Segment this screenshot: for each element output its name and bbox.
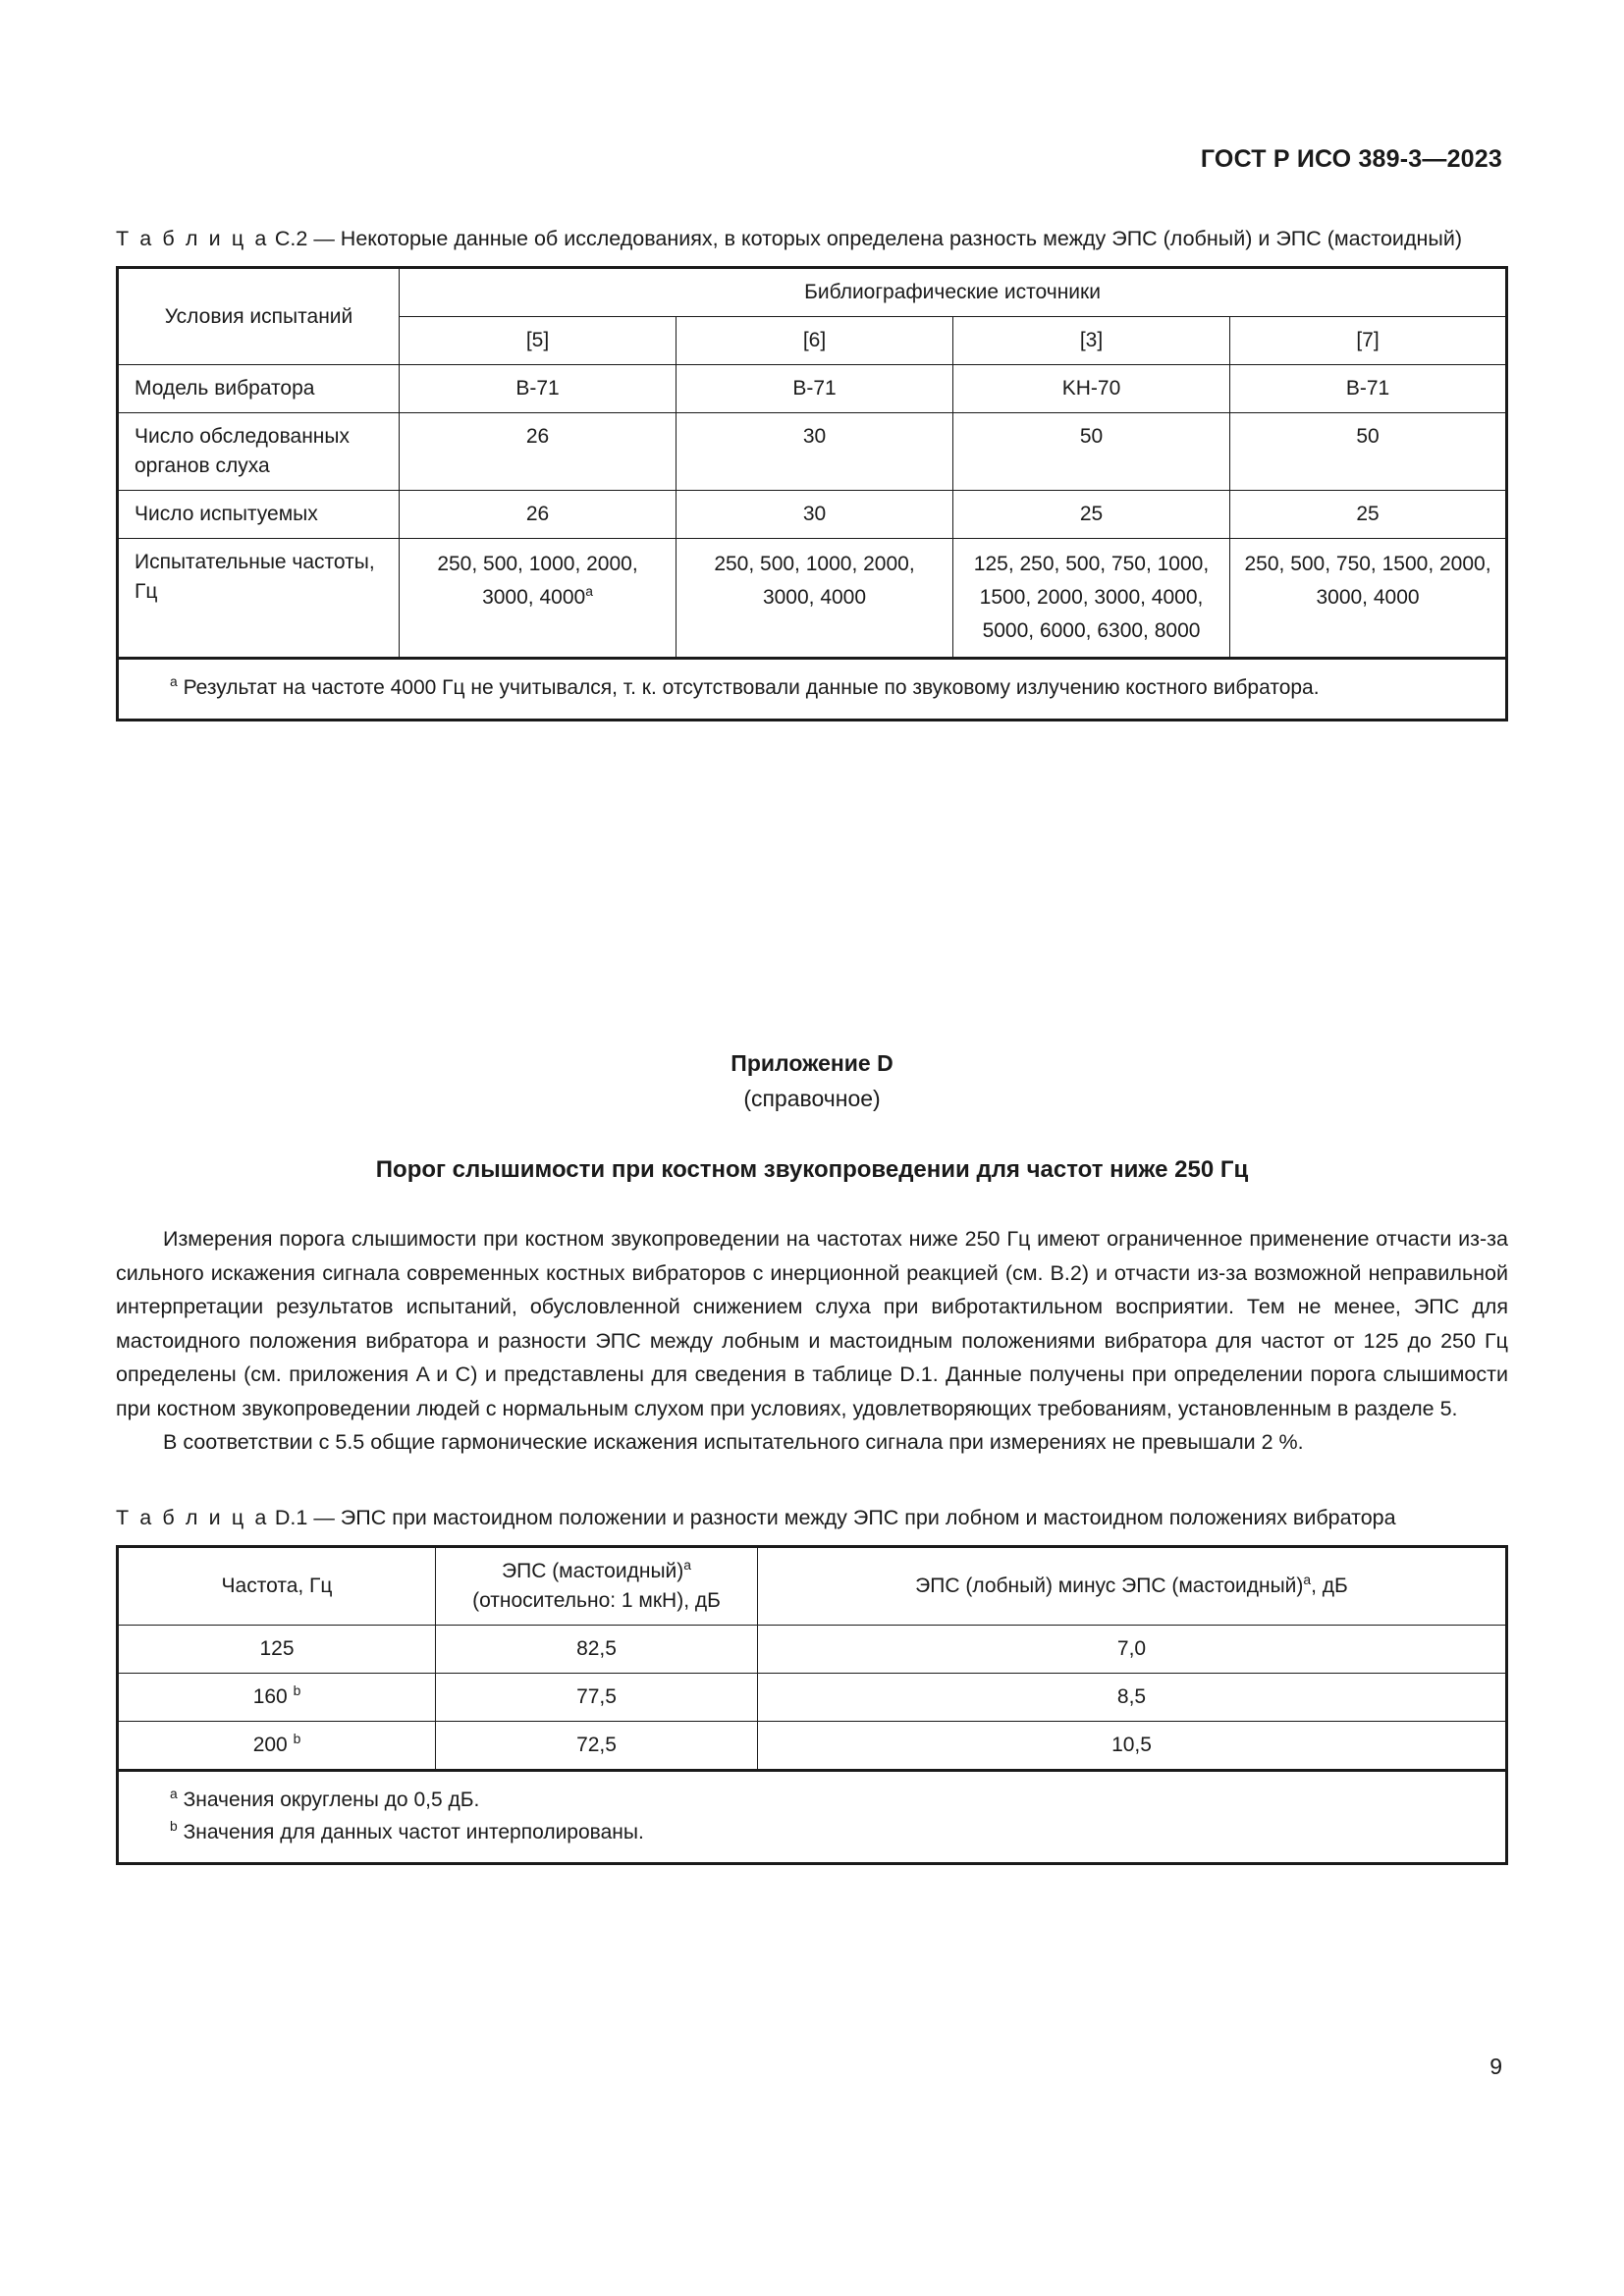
table-d1-row2-frequency [118,1721,436,1770]
table-row [118,491,1507,539]
table-d1-footnote-b [136,1816,1488,1848]
table-c2-row1-val3: 50 [1230,413,1507,491]
table-d1-footnotes [118,1770,1507,1863]
table-d1-row2-difference: 10,5 [758,1721,1507,1770]
table-c2-row3-val0 [400,539,677,659]
table-d1-row1-frequency [118,1673,436,1721]
table-c2-footnote-marker: a [170,673,178,689]
table-row [118,1673,1507,1721]
table-d1-row1-frequency-marker: b [293,1682,301,1698]
table-c2-caption [116,224,1508,254]
table-d1-row0-mastoid: 82,5 [436,1625,758,1673]
table-d1-footnote-b-text: Значения для данных частот интерполированы. [183,1820,644,1843]
table-d1-footnote-b-marker: b [170,1817,178,1834]
table-d1-row2-frequency-text: 200 [252,1733,288,1756]
table-row [118,365,1507,413]
table-c2-row1-val1: 30 [677,413,953,491]
table-c2-header-sources: Библиографические источники [400,268,1507,317]
table-c2-footnote-row [118,659,1507,721]
page-header-standard-title: ГОСТ Р ИСО 389-3—2023 [1200,145,1502,173]
page-content [116,224,1508,1865]
table-d1-header-mastoid-line2: (относительно: 1 мкН), дБ [472,1588,721,1612]
table-d1-footnote-a-text: Значения округлены до 0,5 дБ. [183,1788,480,1811]
table-c2-row3-val2: 125, 250, 500, 750, 1000, 1500, 2000, 3000, 4000, 5000, 6000, 6300, 8000 [953,539,1230,659]
table-c2-row3-val0-text: 250, 500, 1000, 2000, 3000, 4000 [437,553,638,609]
table-d1-footnote-a-marker: a [170,1785,178,1801]
appendix-d-subtitle: (справочное) [743,1086,881,1111]
table-d1-caption-text: ЭПС при мастоидном положении и разности между ЭПС при лобном и мастоидном положениях вибратора [340,1505,1396,1529]
table-c2-row1-label: Число обследованных органов слуха [118,413,400,491]
table-c2-ref-3: [7] [1230,317,1507,365]
table-c2-row3-val3: 250, 500, 750, 1500, 2000, 3000, 4000 [1230,539,1507,659]
table-row [118,413,1507,491]
table-d1-header-mastoid-line1: ЭПС (мастоидный) [502,1559,684,1582]
appendix-d-body [116,1222,1508,1460]
table-c2-caption-label: Т а б л и ц а [116,227,269,250]
table-d1-header-difference-marker: a [1303,1571,1312,1587]
table-c2-row0-val3: B-71 [1230,365,1507,413]
table-c2-row2-val1: 30 [677,491,953,539]
table-d1-row1-mastoid: 77,5 [436,1673,758,1721]
table-c2-row0-val1: B-71 [677,365,953,413]
table-d1-header-row [118,1546,1507,1625]
table-c2-row3-val1: 250, 500, 1000, 2000, 3000, 4000 [677,539,953,659]
table-c2-row0-val2: KH-70 [953,365,1230,413]
table-d1-header-difference [758,1546,1507,1625]
table-d1-caption-dash: — [313,1505,335,1529]
table-c2-ref-0: [5] [400,317,677,365]
table-d1-row1-difference: 8,5 [758,1673,1507,1721]
table-c2 [116,266,1508,721]
table-row [118,1721,1507,1770]
table-row [118,539,1507,659]
table-d1-header-mastoid-marker: a [683,1556,691,1573]
table-c2-footnote [118,659,1507,721]
table-c2-row0-label: Модель вибратора [118,365,400,413]
table-c2-row3-label: Испытательные частоты, Гц [118,539,400,659]
table-c2-row1-val2: 50 [953,413,1230,491]
table-c2-ref-1: [6] [677,317,953,365]
table-d1-row2-frequency-marker: b [293,1730,301,1746]
appendix-d-section-heading: Порог слышимости при костном звукопроведении для частот ниже 250 Гц [375,1156,1249,1183]
table-c2-ref-2: [3] [953,317,1230,365]
table-d1-caption [116,1503,1508,1533]
table-c2-row2-val3: 25 [1230,491,1507,539]
table-d1-row0-frequency [118,1625,436,1673]
table-c2-row1-val0: 26 [400,413,677,491]
appendix-d-paragraph-2: В соответствии с 5.5 общие гармонические искажения испытательного сигнала при измерениях не превышали 2 %. [163,1430,1304,1454]
table-c2-row2-val0: 26 [400,491,677,539]
appendix-d-title: Приложение D [731,1050,893,1076]
table-d1-footnote-a [136,1784,1488,1816]
table-d1-row0-frequency-text: 125 [259,1636,295,1660]
table-c2-header-conditions: Условия испытаний [118,268,400,365]
table-row [118,1625,1507,1673]
table-c2-row2-label: Число испытуемых [118,491,400,539]
table-d1-header-difference-pre: ЭПС (лобный) минус ЭПС (мастоидный) [915,1574,1304,1597]
table-c2-caption-number: C.2 [274,227,308,250]
table-d1-row1-frequency-text: 160 [252,1684,288,1708]
table-c2-caption-dash: — [313,227,335,250]
page-number: 9 [1489,2054,1502,2079]
table-d1-caption-label: Т а б л и ц а [116,1505,269,1529]
table-d1-row0-difference: 7,0 [758,1625,1507,1673]
table-d1-footnote-row [118,1770,1507,1863]
table-c2-footnote-text: Результат на частоте 4000 Гц не учитывался, т. к. отсутствовали данные по звуковому излучению костного вибратора. [183,676,1320,699]
appendix-d-paragraph-1: Измерения порога слышимости при костном звукопроведении на частотах ниже 250 Гц имеют ограниченное применение отчасти из-за сильного искажения сигнала современных костных вибраторов с инерционной реакцией (см. B.2) и отчасти из-за возможной неправильной интерпретации результатов испытаний, обусловленной снижением слуха при вибротактильном восприятии. Тем не менее, ЭПС для мастоидного положения вибратора и разности ЭПС между лобным и мастоидным положениями вибратора для частот от 125 до 250 Гц определены (см. приложения A и C) и представлены для сведения в таблице D.1. Данные получены при определении порога слышимости при костном звукопроведении людей с нормальным слухом при условиях, удовлетворяющих требованиям, установленным в разделе 5. [116,1227,1508,1420]
table-d1-header-frequency: Частота, Гц [118,1546,436,1625]
table-c2-row0-val0: B-71 [400,365,677,413]
table-d1-header-difference-post: , дБ [1311,1574,1348,1597]
table-d1-row2-mastoid: 72,5 [436,1721,758,1770]
table-c2-header-row-1 [118,268,1507,317]
table-c2-row2-val2: 25 [953,491,1230,539]
table-d1 [116,1545,1508,1865]
table-c2-freq-footnote-marker: a [585,583,593,599]
table-c2-caption-text: Некоторые данные об исследованиях, в которых определена разность между ЭПС (лобный) и ЭПС (мастоидный) [340,227,1462,250]
table-d1-header-mastoid [436,1546,758,1625]
appendix-d-header [116,1045,1508,1187]
table-d1-caption-number: D.1 [274,1505,308,1529]
